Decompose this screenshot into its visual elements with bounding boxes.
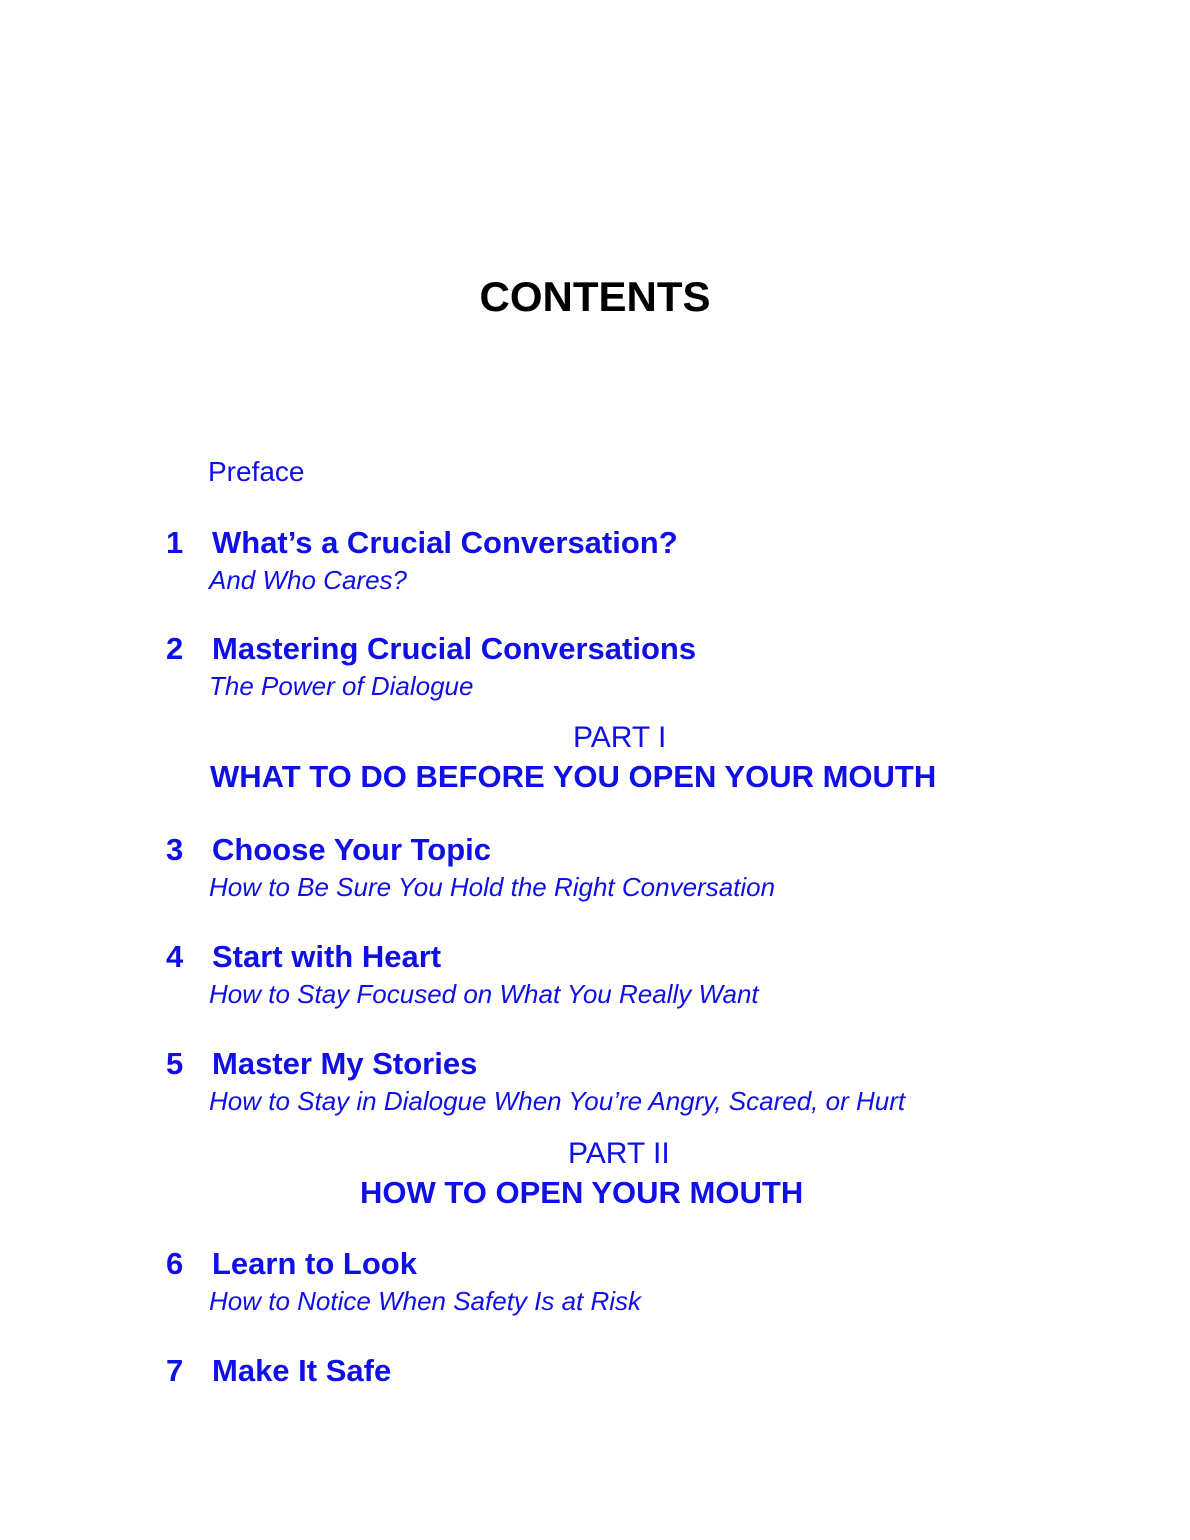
chapter-number: 2 <box>166 631 184 666</box>
chapter-subtitle: And Who Cares? <box>209 565 407 595</box>
chapter-title: What’s a Crucial Conversation? <box>212 525 678 560</box>
part-label: PART I <box>573 721 667 754</box>
toc-link-preface[interactable]: Preface <box>208 456 305 487</box>
chapter-number: 4 <box>166 939 184 974</box>
toc-chapter-3[interactable] <box>166 831 1066 905</box>
chapter-subtitle: How to Notice When Safety Is at Risk <box>209 1286 642 1316</box>
toc-chapter-4[interactable] <box>166 938 1066 1012</box>
chapter-subtitle: How to Stay in Dialogue When You’re Angry, Scared, or Hurt <box>209 1086 906 1116</box>
chapter-subtitle: How to Be Sure You Hold the Right Conversation <box>209 872 776 902</box>
toc-chapter-6[interactable] <box>166 1245 1066 1319</box>
part-label: PART II <box>568 1137 670 1170</box>
toc-chapter-7[interactable] <box>166 1352 1066 1390</box>
chapter-number: 5 <box>166 1046 184 1081</box>
chapter-title: Make It Safe <box>212 1353 392 1388</box>
chapter-subtitle: How to Stay Focused on What You Really Want <box>209 979 759 1009</box>
chapter-title: Start with Heart <box>212 939 442 974</box>
toc-chapter-1[interactable] <box>166 524 1066 598</box>
chapter-subtitle: The Power of Dialogue <box>209 671 474 701</box>
page-title: CONTENTS <box>479 273 711 320</box>
chapter-number: 1 <box>166 525 184 560</box>
chapter-number: 6 <box>166 1246 184 1281</box>
toc-link-part-1-title[interactable]: WHAT TO DO BEFORE YOU OPEN YOUR MOUTH <box>210 759 937 794</box>
chapter-title: Choose Your Topic <box>212 832 492 867</box>
chapter-title: Master My Stories <box>212 1046 478 1081</box>
toc-link-part-2-title[interactable]: HOW TO OPEN YOUR MOUTH <box>360 1175 804 1210</box>
chapter-number: 3 <box>166 832 184 867</box>
chapter-title: Mastering Crucial Conversations <box>212 631 697 666</box>
chapter-title: Learn to Look <box>212 1246 417 1281</box>
chapter-number: 7 <box>166 1353 184 1388</box>
toc-chapter-5[interactable] <box>166 1045 1066 1119</box>
toc-chapter-2[interactable] <box>166 630 1066 704</box>
